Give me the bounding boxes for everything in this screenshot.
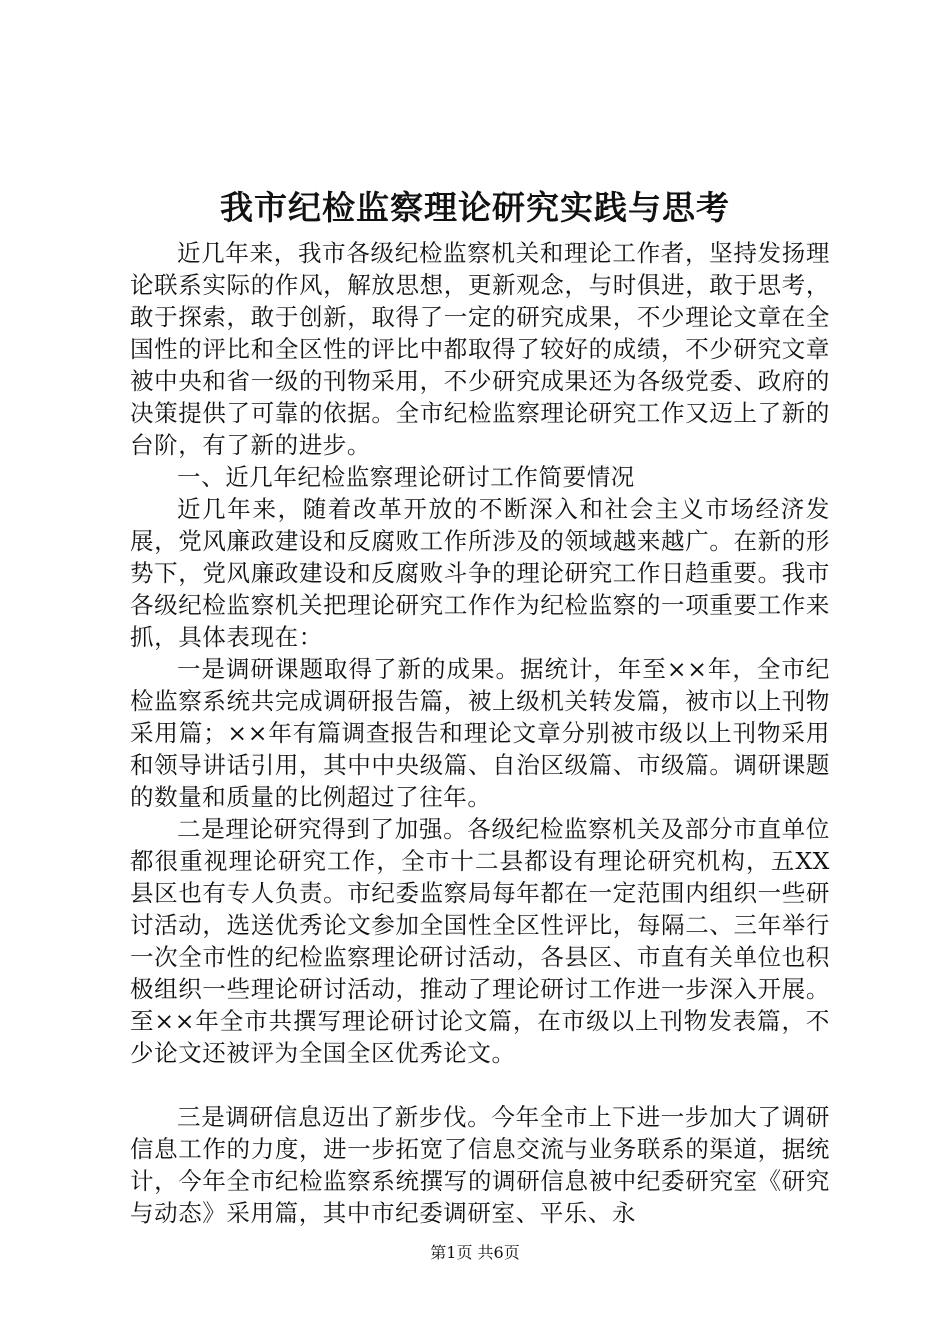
document-title: 我市纪检监察理论研究实践与思考 [220,188,730,227]
paragraph-point-one: 一是调研课题取得了新的成果。据统计，年至××年，全市纪检监察系统共完成调研报告篇，被上级机关转发篇，被市以上刊物采用篇；××年有篇调查报告和理论文章分别被市级以上刊物采用和领导讲话引用，其中中央级篇、自治区级篇、市级篇。调研课题的数量和质量的比例超过了往年。 [130,655,830,811]
document-body [130,237,830,1229]
paragraph-background: 近几年来，随着改革开放的不断深入和社会主义市场经济发展，党风廉政建设和反腐败工作所涉及的领域越来越广。在新的形势下，党风廉政建设和反腐败斗争的理论研究工作日趋重要。我市各级纪检监察机关把理论研究工作作为纪检监察的一项重要工作来抓，具体表现在： [130,495,830,651]
paragraph-point-two: 二是理论研究得到了加强。各级纪检监察机关及部分市直单位都很重视理论研究工作，全市十二县都设有理论研究机构，五XX县区也有专人负责。市纪委监察局每年都在一定范围内组织一些研讨活动，选送优秀论文参加全国性全区性评比，每隔二、三年举行一次全市性的纪检监察理论研讨活动，各县区、市直有关单位也积极组织一些理论研讨活动，推动了理论研讨工作进一步深入开展。至××年全市共撰写理论研讨论文篇，在市级以上刊物发表篇，不少论文还被评为全国全区优秀论文。 [130,815,830,1067]
section-heading: 一、近几年纪检监察理论研讨工作简要情况 [177,463,635,491]
paragraph-point-three: 三是调研信息迈出了新步伐。今年全市上下进一步加大了调研信息工作的力度，进一步拓宽了信息交流与业务联系的渠道，据统计，今年全市纪检监察系统撰写的调研信息被中纪委研究室《研究与动态》采用篇，其中市纪委调研室、平乐、永 [130,1103,830,1227]
paragraph-intro: 近几年来，我市各级纪检监察机关和理论工作者，坚持发扬理论联系实际的作风，解放思想，更新观念，与时俱进，敢于思考，敢于探索，敢于创新，取得了一定的研究成果，不少理论文章在全国性的评比和全区性的评比中都取得了较好的成绩，不少研究文章被中央和省一级的刊物采用，不少研究成果还为各级党委、政府的决策提供了可靠的依据。全市纪检监察理论研究工作又迈上了新的台阶，有了新的进步。 [130,239,830,459]
page-number-footer: 第1页 共6页 [430,1243,520,1262]
